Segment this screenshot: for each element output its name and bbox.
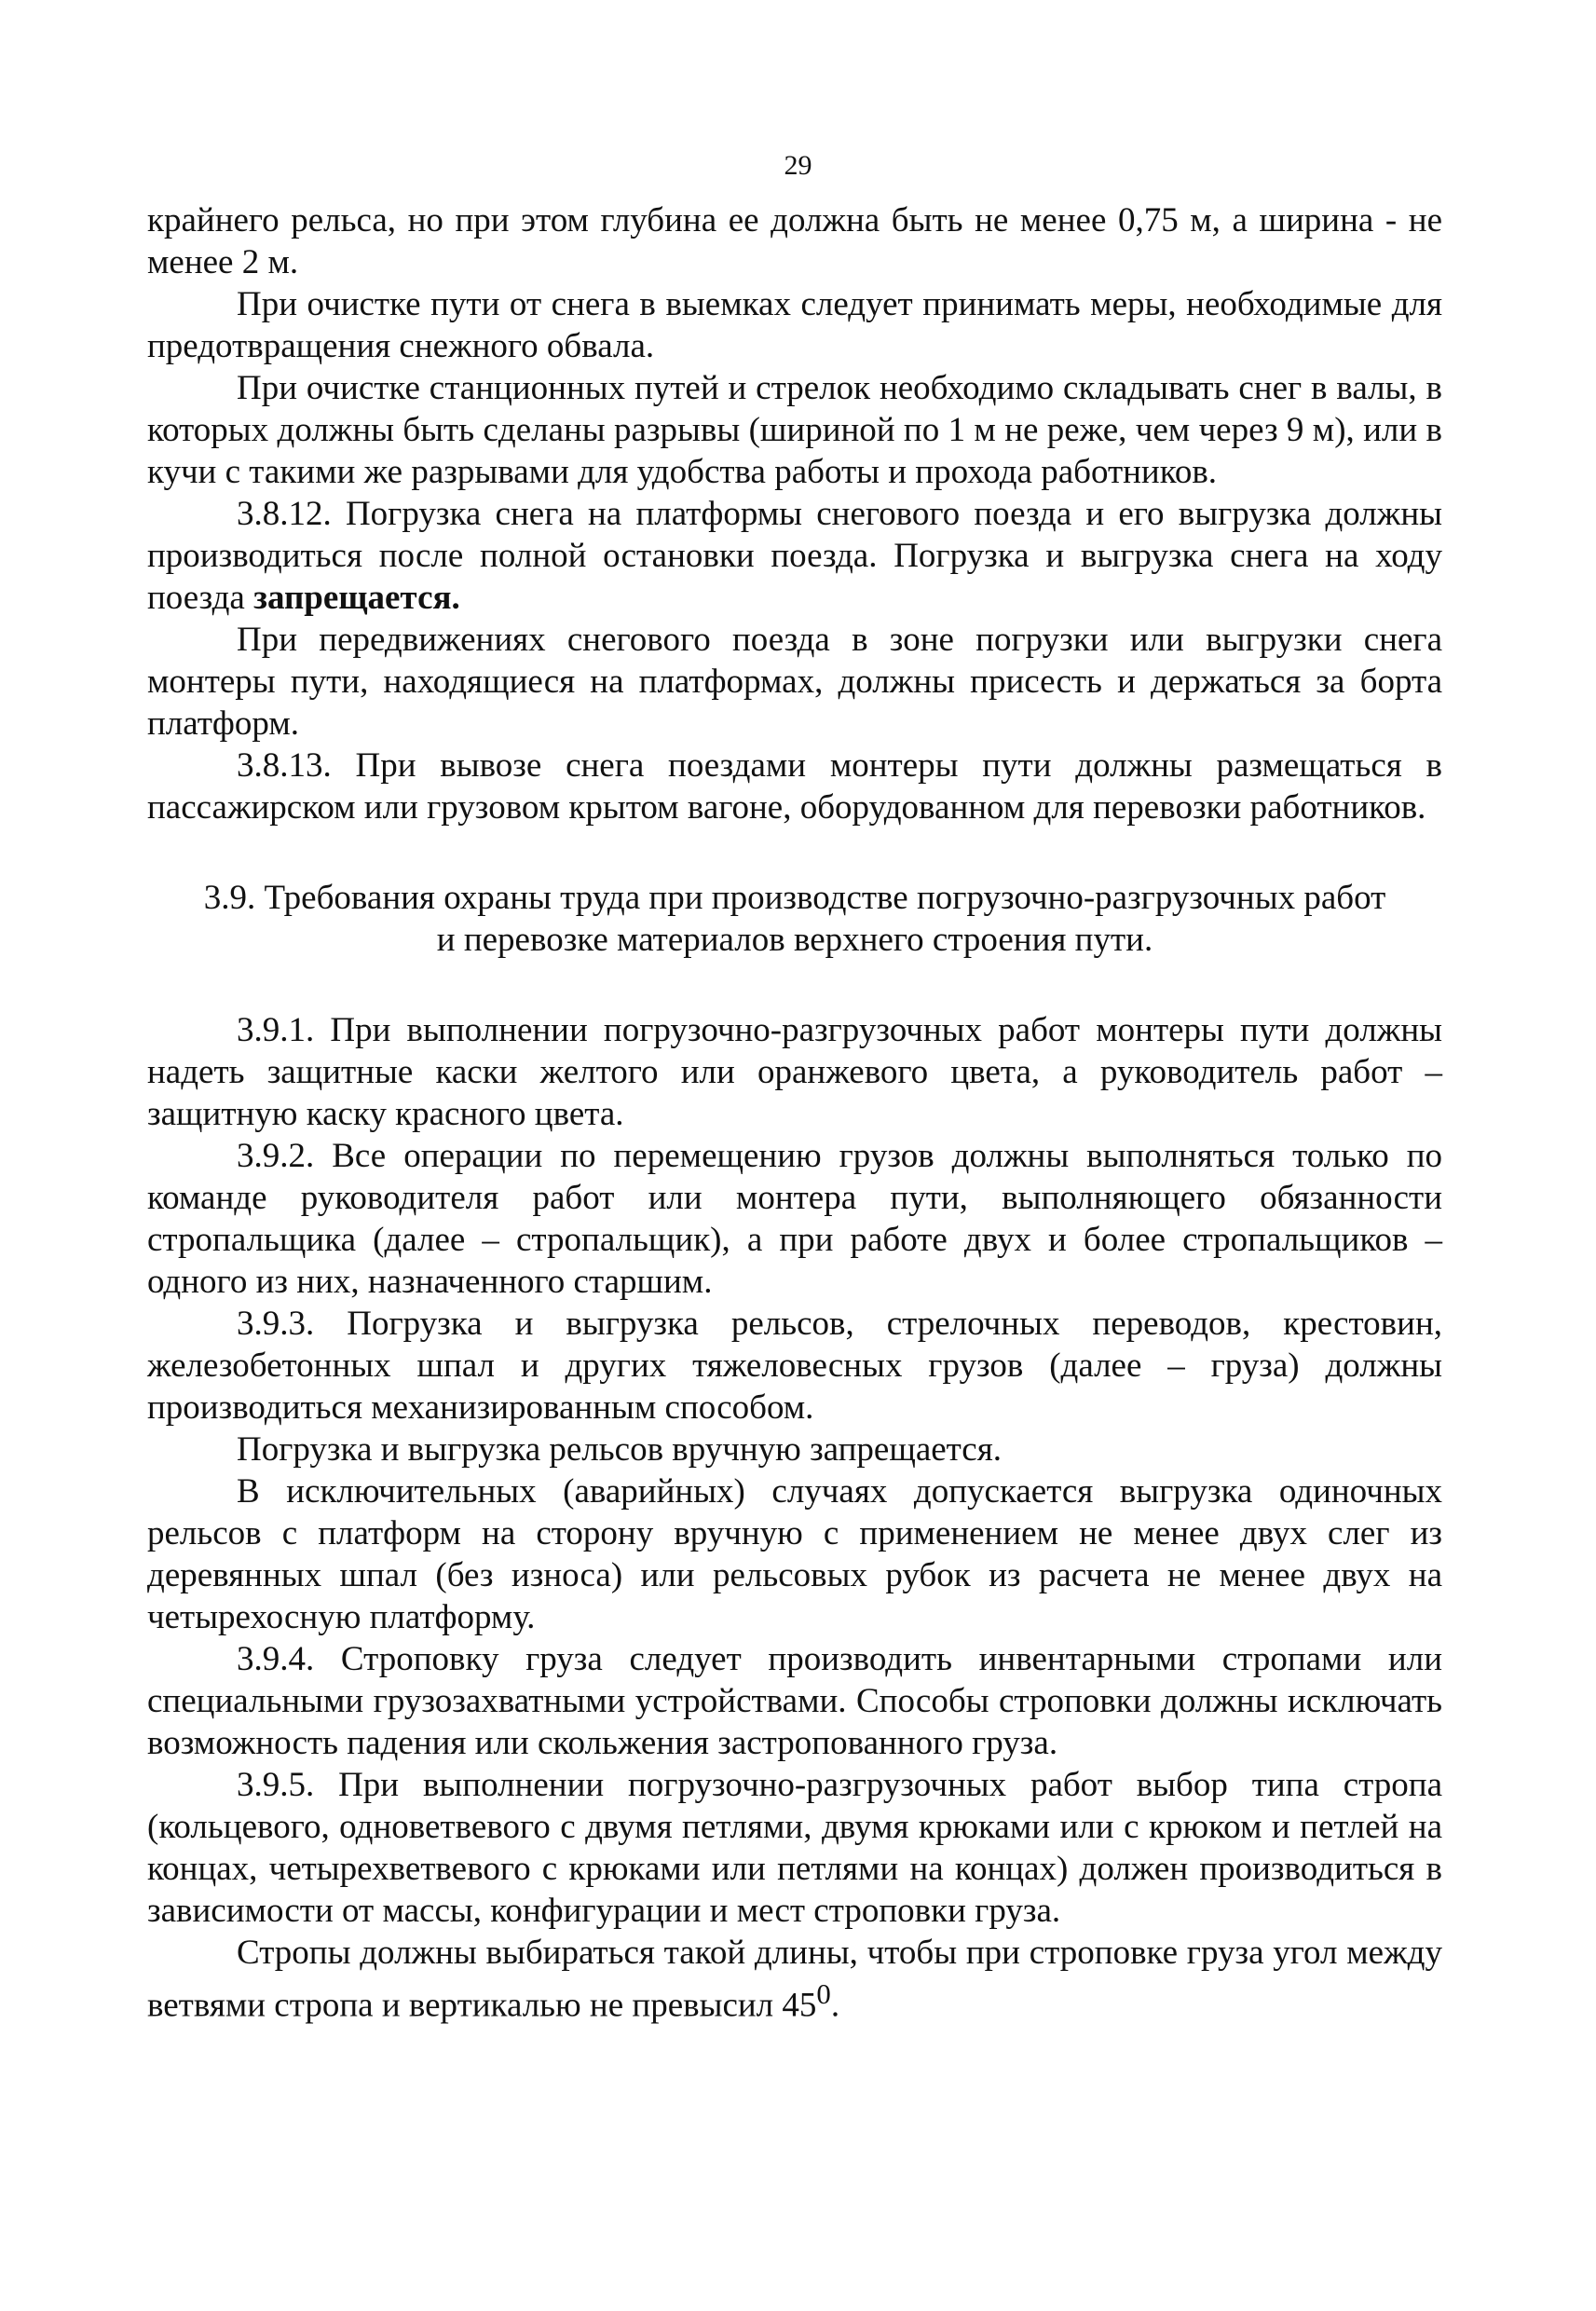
- paragraph-text: 3.8.12. Погрузка снега на платформы снегового поезда и его выгрузка должны производиться после полной остановки поезда. Погрузка и выгрузка снега на ходу поезда: [147, 495, 1442, 617]
- paragraph-3-8-13: 3.8.13. При вывозе снега поездами монтеры пути должны размещаться в пассажирском или грузовом крытом вагоне, оборудованном для перевозки работников.: [147, 746, 1442, 827]
- paragraph: При очистке пути от снега в выемках следует принимать меры, необходимые для предотвращения снежного обвала.: [147, 285, 1442, 365]
- paragraph-continuation: крайнего рельса, но при этом глубина ее должна быть не менее 0,75 м, а ширина - не менее 2 м.: [147, 201, 1442, 281]
- paragraph-3-8-12: [147, 493, 1442, 619]
- prohibition-bold: запрещается.: [253, 579, 460, 617]
- paragraph: При очистке станционных путей и стрелок необходимо складывать снег в валы, в которых должны быть сделаны разрывы (шириной по 1 м не реже, чем через 9 м), или в кучи с такими же разрывами для удобства работы и прохода работников.: [147, 369, 1442, 491]
- page-number: 29: [784, 150, 812, 181]
- paragraph: В исключительных (аварийных) случаях допускается выгрузка одиночных рельсов с платформ на сторону вручную с применением не менее двух слег из деревянных шпал (без износа) или рельсовых рубок из расчета не менее двух на четырехосную платформу.: [147, 1472, 1442, 1636]
- paragraph-3-9-1: 3.9.1. При выполнении погрузочно-разгрузочных работ монтеры пути должны надеть защитные каски желтого или оранжевого цвета, а руководитель работ – защитную каску красного цвета.: [147, 1011, 1442, 1133]
- paragraph-tail: .: [830, 1986, 840, 2025]
- degree-superscript: 0: [816, 1978, 831, 2010]
- section-heading-3-9: 3.9. Требования охраны труда при производстве погрузочно-разгрузочных работ и перевозке материалов верхнего строения пути.: [203, 879, 1386, 959]
- paragraph-3-9-5: 3.9.5. При выполнении погрузочно-разгрузочных работ выбор типа стропа (кольцевого, одноветвевого с двумя петлями, двумя крюками или с крюком и петлей на концах, четырехветвевого с крюками или петлями на концах) должен производиться в зависимости от массы, конфигурации и мест строповки груза.: [147, 1766, 1442, 1930]
- paragraph-3-9-4: 3.9.4. Строповку груза следует производить инвентарными стропами или специальными грузозахватными устройствами. Способы строповки должны исключать возможность падения или скольжения застропованного груза.: [147, 1640, 1442, 1762]
- paragraph-3-9-3: 3.9.3. Погрузка и выгрузка рельсов, стрелочных переводов, крестовин, железобетонных шпал и других тяжеловесных грузов (далее – груза) должны производиться механизированным способом.: [147, 1305, 1442, 1427]
- paragraph: Погрузка и выгрузка рельсов вручную запрещается.: [237, 1430, 1002, 1469]
- paragraph-sling-angle: [147, 1932, 1442, 2026]
- paragraph-text: Стропы должны выбираться такой длины, чтобы при строповке груза угол между ветвями стропа и вертикалью не превысил 45: [147, 1934, 1442, 2025]
- paragraph: При передвижениях снегового поезда в зоне погрузки или выгрузки снега монтеры пути, находящиеся на платформах, должны присесть и держаться за борта платформ.: [147, 621, 1442, 743]
- paragraph-3-9-2: 3.9.2. Все операции по перемещению грузов должны выполняться только по команде руководителя работ или монтера пути, выполняющего обязанности стропальщика (далее – стропальщик), а при работе двух и более стропальщиков – одного из них, назначенного старшим.: [147, 1137, 1442, 1301]
- document-body: [147, 199, 1442, 2026]
